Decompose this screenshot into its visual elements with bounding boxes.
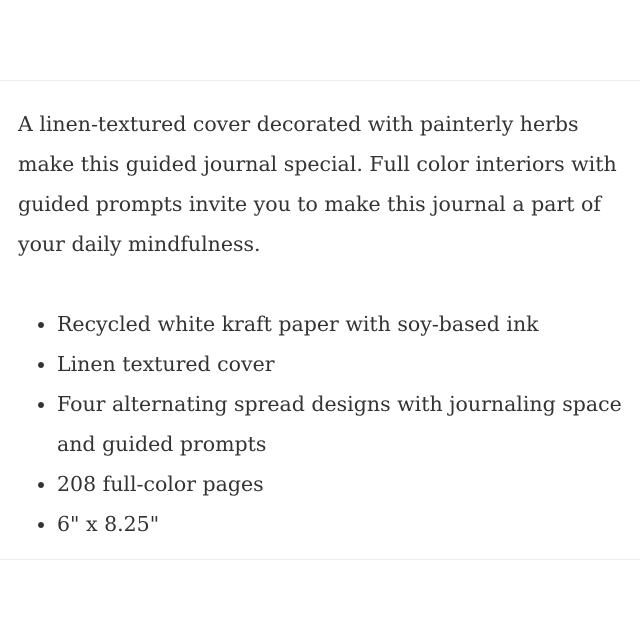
product-description-panel: [0, 80, 640, 560]
feature-item: • Four alternating spread designs with journaling space and guided prompts: [57, 384, 628, 464]
feature-item: • Recycled white kraft paper with soy-based ink: [57, 304, 628, 344]
feature-item: • 6" x 8.25": [57, 504, 628, 544]
feature-list: [18, 304, 628, 544]
product-description-content: [18, 104, 628, 544]
feature-item: • 208 full-color pages: [57, 464, 628, 504]
feature-item: • Linen textured cover: [57, 344, 628, 384]
description-paragraph: A linen-textured cover decorated with painterly herbs make this guided journal special. Full color interiors with guided prompts invite you to make this journal a part of your daily mindfulness.: [18, 112, 617, 256]
